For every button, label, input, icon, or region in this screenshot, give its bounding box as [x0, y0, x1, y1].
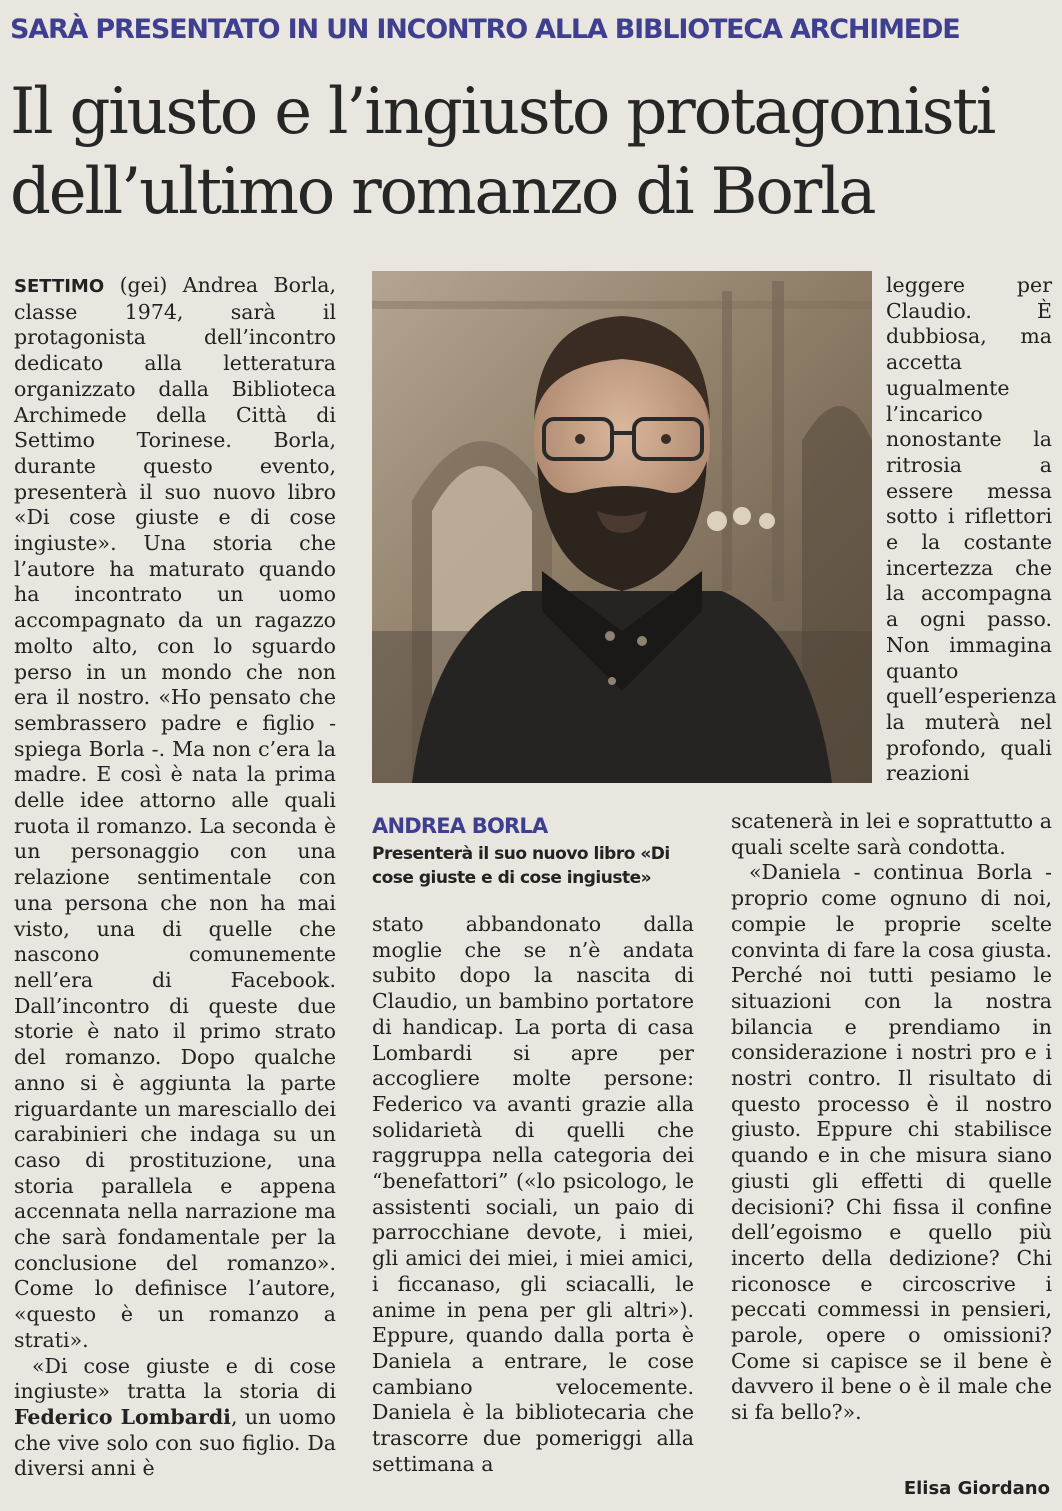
article-kicker: SARÀ PRESENTATO IN UN INCONTRO ALLA BIBLIOTECA ARCHIMEDE [10, 14, 960, 45]
person-name: Federico Lombardi [14, 1404, 231, 1429]
paragraph: «Daniela - continua Borla - proprio come ognuno di noi, compie le proprie scelte convinta di fare la cosa giusta. Perché noi tutti pesiamo le situazioni con la nostra bilancia e prendiamo in considerazione i nostri pro e i nostri contro. Il risultato di questo processo è il nostro giusto. Eppure chi stabilisce quando e in che misura siano giusti gli effetti di quelle decisioni? Chi fissa il confine dell’egoismo e quello più incerto della dedizione? Chi riconosce e circoscrive i peccati commessi in pensieri, parole, opere o omissioni? Come si capisce se il bene è davvero il bene o è il male che si fa bello?». [731, 860, 1052, 1425]
paragraph-text: «Di cose giuste e di cose ingiuste» tratta la storia di [14, 1353, 336, 1404]
photo-caption-text: Presenterà il suo nuovo libro «Di cose giuste e di cose ingiuste» [372, 844, 670, 888]
paragraph [14, 273, 336, 1354]
article-column-3-top [886, 273, 1057, 787]
paragraph-text: , un uomo che vive solo con suo figlio. Da diversi anni è [14, 1404, 336, 1481]
paragraph-text: (gei) Andrea Borla, classe 1974, sarà il protagonista dell’incontro dedicato alla letteratura organizzato dalla Biblioteca Archimede della Città di Settimo Torinese. Borla, durante questo evento, presenterà il suo nuovo libro «Di cose giuste e di cose ingiuste». Una storia che l’autore ha maturato quando ha incontrato un uomo accompagnato da un ragazzo molto alto, con lo sguardo perso in un mondo che non era il nostro. «Ho pensato che sembrassero padre e figlio - spiega Borla -. Ma non c’era la madre. E così è nata la prima delle idee attorno alle quali ruota il romanzo. La seconda è un personaggio con una relazione sentimentale con una persona che non ha mai visto, una di quelle che nascono comunemente nell’era di Facebook. Dall’incontro di queste due storie è nato il primo strato del romanzo. Dopo qualche anno si è aggiunta la parte riguardante un maresciallo dei carabinieri che indaga su un caso di prostituzione, una storia parallela e appena accennata nella narrazione ma che sarà fondamentale per la conclusione del romanzo». Come lo definisce l’autore, «questo è un romanzo a strati». [14, 273, 336, 1352]
author-photo [372, 271, 872, 783]
dateline: SETTIMO [14, 276, 105, 297]
headline-line-1: Il giusto e l’ingiusto protagonisti [10, 75, 995, 149]
paragraph: stato abbandonato dalla moglie che se n’è andata subito dopo la nascita di Claudio, un bambino portatore di handicap. La porta di casa Lombardi si apre per accogliere molte persone: Federico va avanti grazie alla solidarietà di quelli che raggruppa nella categoria dei “benefattori” («lo psicologo, le assistenti sociali, un paio di parrocchiane devote, i miei, gli amici dei miei, i miei amici, i ficcanaso, gli sciacalli, le anime in pena per gli altri»). Eppure, quando dalla porta è Daniela a entrare, le cose cambiano velocemente. Daniela è la bibliotecaria che trascorre due pomeriggi alla settimana a [372, 912, 694, 1476]
photo-caption-title: ANDREA BORLA [372, 814, 548, 838]
headline-line-2: dell’ultimo romanzo di Borla [10, 155, 875, 229]
article-column-1 [14, 273, 336, 1482]
article-column-2 [372, 912, 694, 1477]
author-byline: Elisa Giordano [903, 1478, 1050, 1499]
paragraph: leggere per Claudio. È dubbiosa, ma accetta ugualmente l’incarico nonostante la ritrosia a essere messa sotto i riflettori e la costante incertezza che la accompagna a ogni passo. Non immagina quanto quell’esperienza la muterà nel profondo, quali reazioni [886, 273, 1057, 786]
article-headline [10, 72, 1060, 232]
article-column-3-bottom [731, 809, 1052, 1426]
paragraph [14, 1354, 336, 1483]
paragraph: scatenerà in lei e soprattutto a quali scelte sarà condotta. [731, 809, 1052, 859]
author-portrait-image [372, 271, 872, 783]
